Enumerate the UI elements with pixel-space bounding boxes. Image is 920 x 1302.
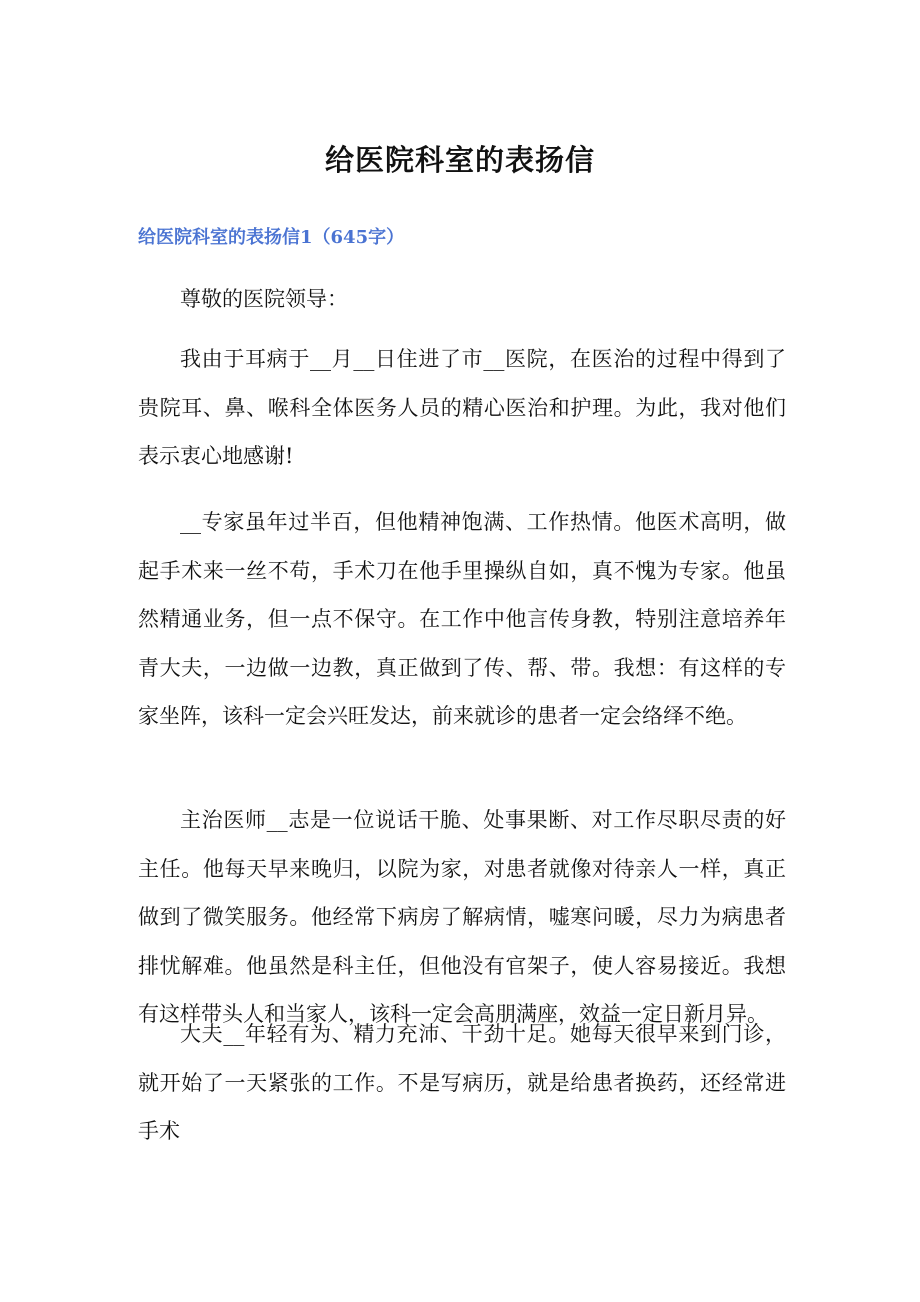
body-paragraph-3: 主治医师__志是一位说话干脆、处事果断、对工作尽职尽责的好主任。他每天早来晚归，以院为家，对患者就像对待亲人一样，真正做到了微笑服务。他经常下病房了解病情，嘘寒问暖，尽力为病患者排忧解难。他虽然是科主任，但他没有官架子，使人容易接近。我想有这样带头人和当家人，该科一定会高朋满座，效益一定日新月异。: [138, 808, 786, 1026]
document-title: 给医院科室的表扬信: [324, 143, 595, 177]
greeting-paragraph: 尊敬的医院领导：: [180, 287, 348, 311]
body-paragraph-1: 我由于耳病于__月__日住进了市__医院，在医治的过程中得到了贵院耳、鼻、喉科全体医务人员的精心医治和护理。为此，我对他们表示衷心地感谢!: [138, 347, 786, 468]
body-paragraph-4: 大夫__年轻有为、精力充沛、干劲十足。她每天很早来到门诊，就开始了一天紧张的工作。不是写病历，就是给患者换药，还经常进手术: [138, 1022, 786, 1143]
body-paragraph-2: __专家虽年过半百，但他精神饱满、工作热情。他医术高明，做起手术来一丝不苟，手术刀在他手里操纵自如，真不愧为专家。他虽然精通业务，但一点不保守。在工作中他言传身教，特别注意培养年青大夫，一边做一边教，真正做到了传、帮、带。我想：有这样的专家坐阵，该科一定会兴旺发达，前来就诊的患者一定会络绎不绝。: [138, 510, 786, 728]
section-heading: 给医院科室的表扬信1（645字）: [138, 227, 405, 248]
